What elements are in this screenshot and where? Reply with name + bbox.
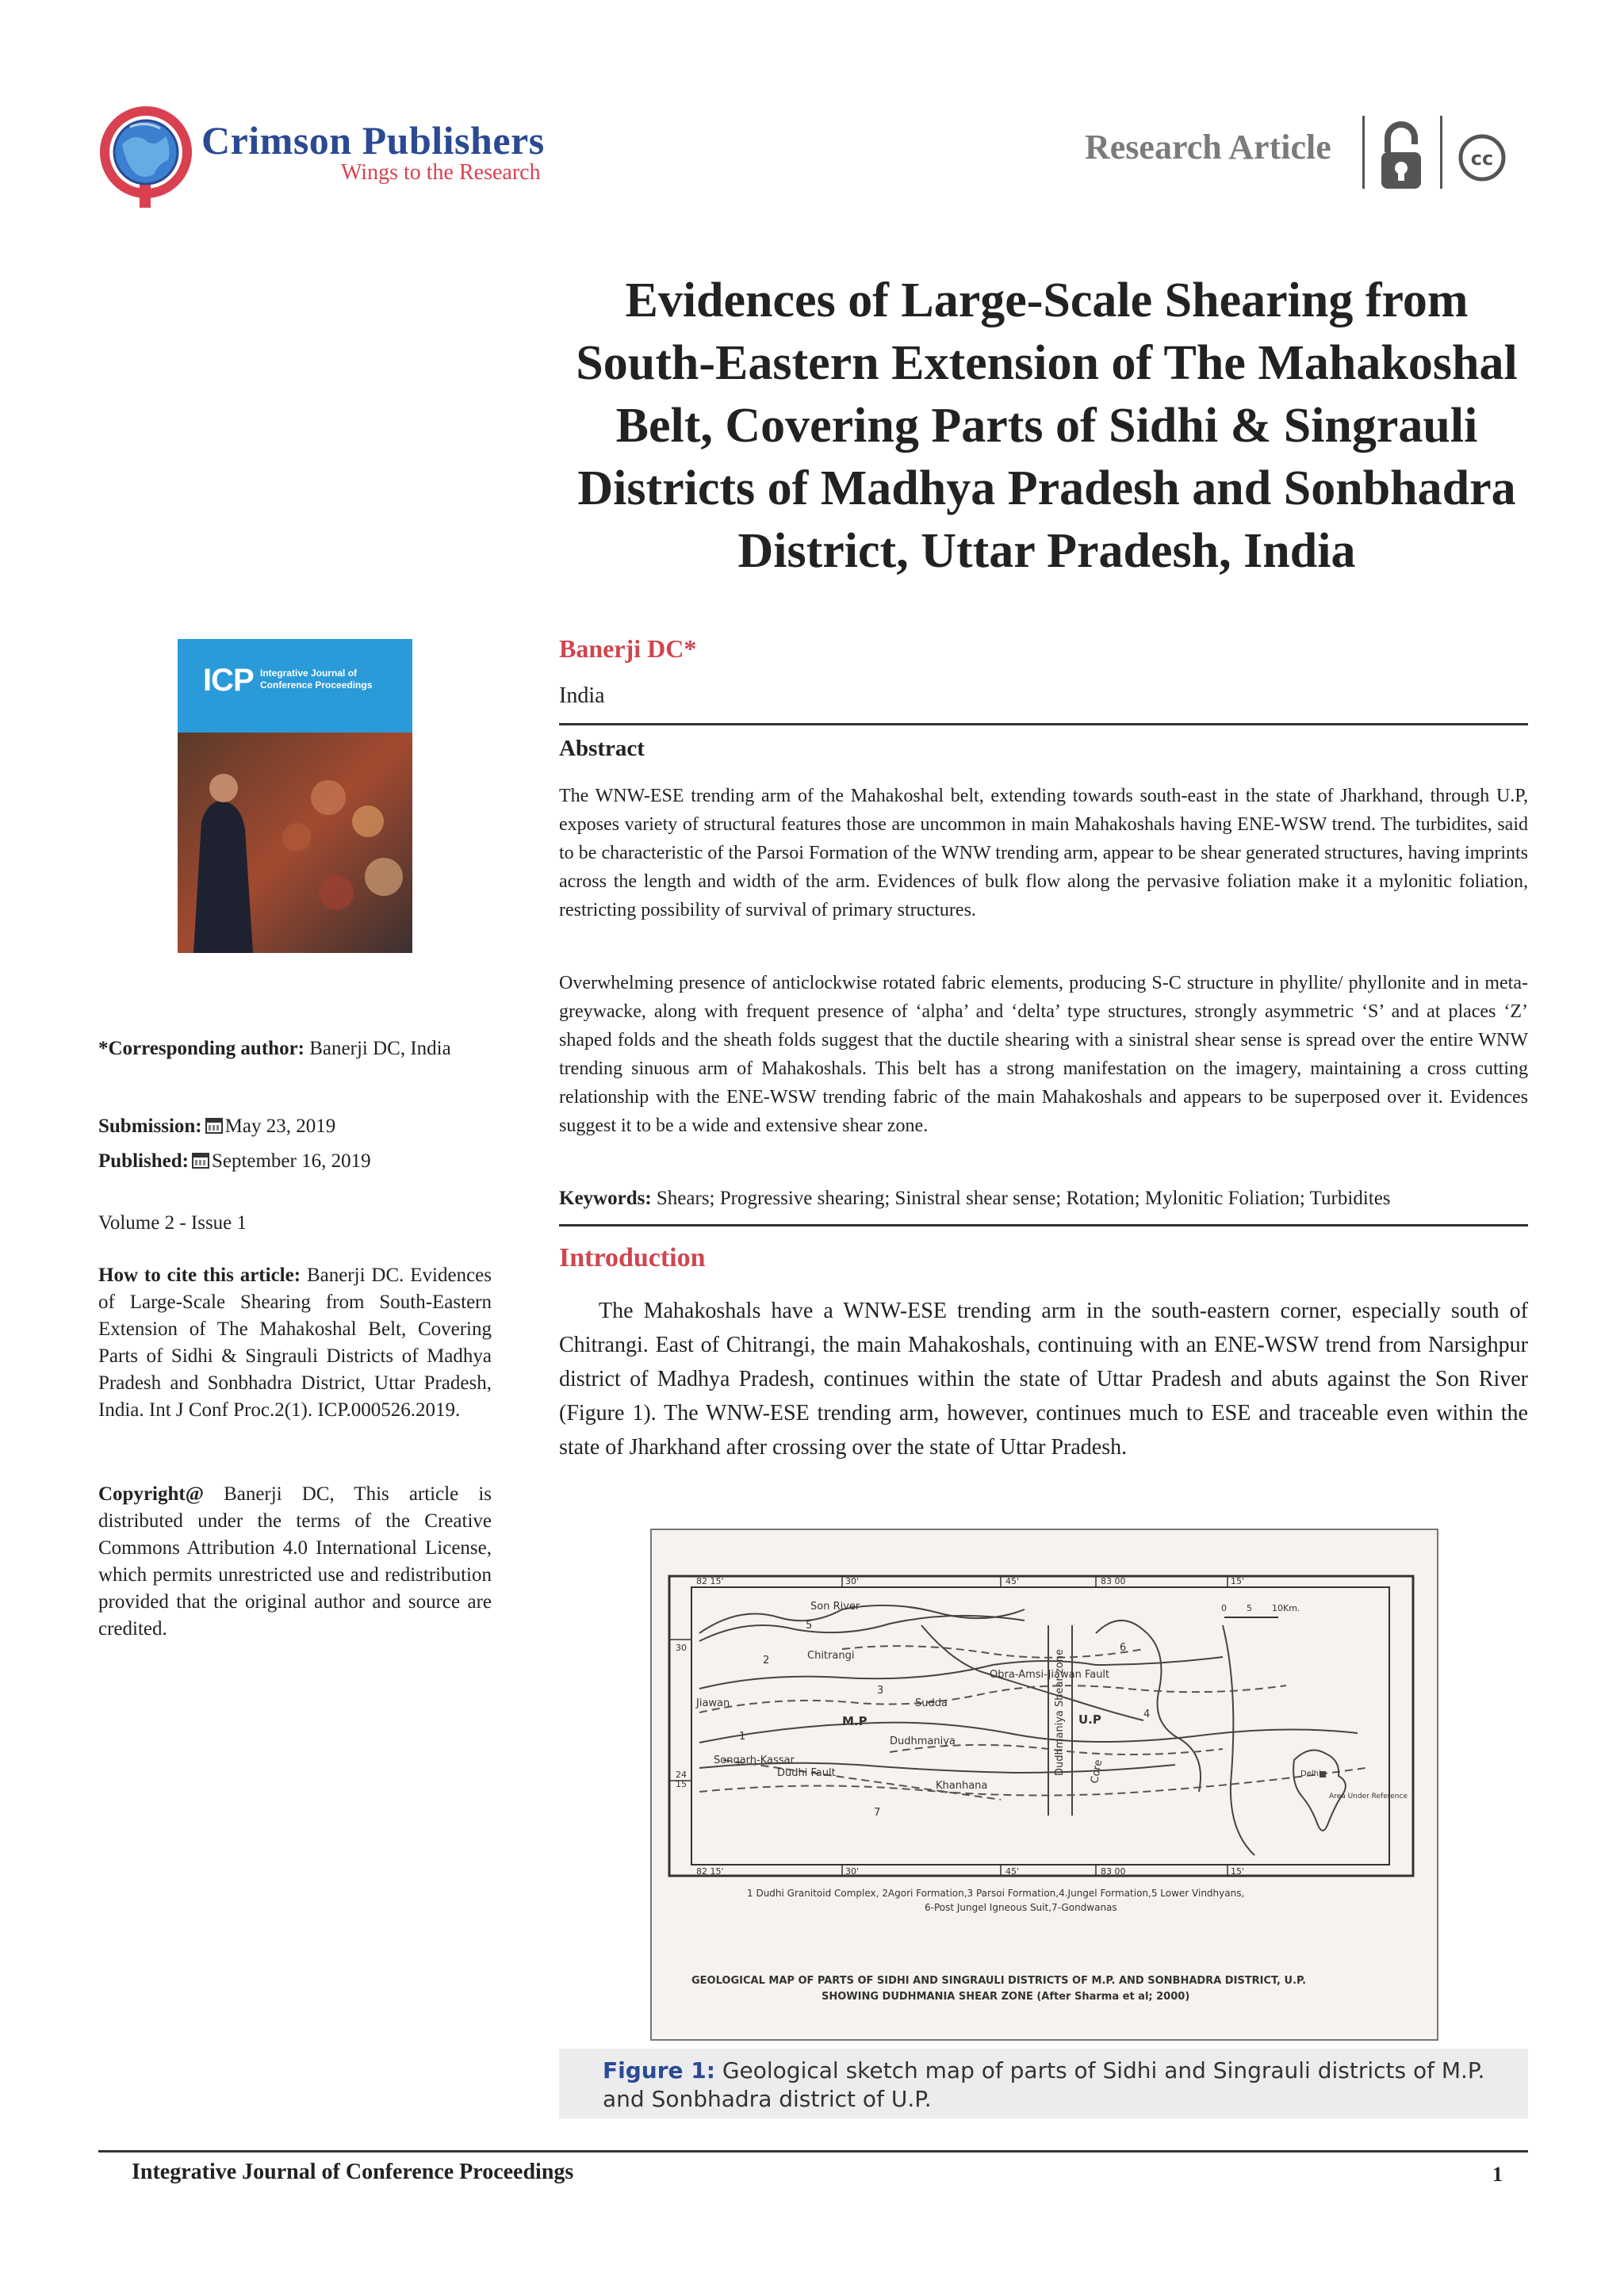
article-title: Evidences of Large-Scale Shearing from South-Eastern Extension of The Mahakoshal Belt, Covering Parts of Sidhi & Singrauli Districts of Madhya Pradesh and Sonbhadra District, Uttar Pradesh, India [576,274,1518,578]
map-tick-label: 82 15' [696,1576,724,1586]
map-tick-label: 24 [676,1770,687,1780]
map-tick-label: 15' [1231,1576,1245,1586]
map-tick-label: 30 [676,1643,687,1653]
volume-issue: Volume 2 - Issue 1 [98,1212,247,1234]
map-title: SHOWING DUDHMANIA SHEAR ZONE (After Sharma et al; 2000) [822,1991,1190,2003]
map-label: Khanhana [936,1780,988,1792]
figure-image [650,1529,1438,2041]
figure-label: Figure 1: [603,2057,715,2084]
submission-date: May 23, 2019 [224,1115,336,1137]
author-name: Banerji DC* [559,634,697,663]
map-unit-number: 5 [806,1620,813,1632]
abstract-paragraph: Overwhelming presence of anticlockwise rotated fabric elements, producing S-C structure in phyllite/ phyllonite and in meta-greywacke, along with frequent presence of ‘alpha’ and ‘delta’ type structures, strongly asymmetric ‘S’ and at places ‘Z’ shaped folds and the sheath folds suggest that the ductile shearing with a sinistral shear sense is spread over the entire WNW trending sinuous arm of Mahakoshals. This belt has a strong manifestation on the imagery, maintaining a cross cutting relationship with the ENE-WSW trending fabric of the main Mahakoshals and appears to be superposed over it. Evidences suggest it to be a wide and extensive shear zone. [559,973,1528,1136]
calendar-icon [192,1153,209,1169]
calendar-icon [205,1118,223,1134]
map-label: Sudda [915,1697,948,1709]
open-access-icon [1378,117,1424,195]
published-date-row [98,1148,492,1175]
map-label: Songarh-Kassar [714,1755,795,1766]
article-type-label: Research Article [1085,128,1331,166]
footer-rule [98,2150,1528,2152]
map-title: GEOLOGICAL MAP OF PARTS OF SIDHI AND SINGRAULI DISTRICTS OF M.P. AND SONBHADRA DISTRICT, U.P. [691,1975,1307,1987]
map-label: Dudhi Fault [777,1767,836,1779]
copyright-label: Copyright@ [98,1483,204,1505]
map-unit-number: 6 [1120,1642,1127,1654]
keywords-text: Shears; Progressive shearing; Sinistral shear sense; Rotation; Mylonitic Foliation; Turbidites [656,1188,1391,1209]
map-tick-label: 83 00 [1101,1576,1126,1586]
map-legend: 1 Dudhi Granitoid Complex, 2Agori Formation,3 Parsoi Formation,4.Jungel Formation,5 Lower Vindhyans, [747,1888,1245,1899]
map-tick-label: 30' [845,1576,860,1586]
citation-text: Banerji DC. Evidences of Large-Scale Shearing from South-Eastern Extension of The Mahakoshal Belt, Covering Parts of Sidhi & Singrauli Districts of Madhya Pradesh and Sonbhadra District, Uttar Pradesh, India. Int J Conf Proc.2(1). ICP.000526.2019. [98,1265,492,1421]
map-label: Son River [810,1601,860,1613]
brand-name: Crimson Publishers [201,118,545,163]
header-divider [1362,116,1365,189]
keywords-label: Keywords: [559,1188,652,1209]
map-tick-label: 30' [845,1866,860,1877]
section-rule [559,723,1528,725]
map-label: Dudhmaniya Shear zone [1054,1649,1066,1776]
introduction-heading: Introduction [559,1243,706,1272]
map-scale-label: 0 [1221,1603,1227,1613]
figure-caption-text: Geological sketch map of parts of Sidhi and Singrauli districts of M.P. and Sonbhadra district of U.P. [603,2057,1485,2112]
map-tick-label: 15 [676,1779,687,1789]
map-tick-label: 82 15' [696,1866,724,1877]
map-unit-number: 7 [874,1807,881,1819]
map-unit-number: 2 [763,1655,770,1667]
map-tick-label: 45' [1005,1866,1020,1877]
map-unit-number: 1 [739,1731,746,1743]
map-label: Dudhmaniya [890,1735,956,1747]
cover-journal-line: Conference Proceedings [260,679,373,691]
map-label: Core [1089,1758,1105,1785]
cover-journal-name [260,668,411,691]
published-label: Published: [98,1150,189,1172]
map-tick-label: 15' [1231,1866,1245,1877]
map-tick-label: 83 00 [1101,1866,1126,1877]
page-number: 1 [1492,2163,1503,2186]
citation-label: How to cite this article: [98,1265,301,1286]
abstract-heading: Abstract [559,736,645,761]
map-label: M.P [842,1714,868,1728]
creative-commons-icon [1457,133,1507,182]
map-scale-label: 5 [1247,1603,1252,1613]
abstract-paragraph: The WNW-ESE trending arm of the Mahakoshal belt, extending towards south-east in the state of Jharkhand, through U.P, exposes variety of structural features those are uncommon in main Mahakoshals having ENE-WSW trend. The turbidites, said to be characteristic of the Parsoi Formation of the WNW trending arm, appear to be shear generated structures, having imprints across the length and width of the arm. Evidences of bulk flow along the pervasive foliation make it a mylonitic foliation, restricting possibility of survival of primary structures. [559,786,1528,920]
keywords [559,1188,1528,1210]
copyright-block [98,1481,492,1643]
footer-journal-name: Integrative Journal of Conference Proceedings [132,2160,574,2184]
submission-date-row [98,1113,492,1140]
map-legend: 6-Post Jungel Igneous Suit,7-Gondwanas [925,1902,1117,1913]
published-date: September 16, 2019 [211,1150,371,1172]
figure-caption [603,2057,1491,2114]
map-label: U.P [1078,1712,1101,1727]
submission-label: Submission: [98,1115,202,1137]
section-rule [559,1224,1528,1226]
map-label: Obra-Amsi-Jiawan Fault [990,1669,1110,1681]
corresponding-label: *Corresponding author: [98,1038,304,1059]
svg-text:cc: cc [1470,147,1494,170]
corresponding-author [98,1035,492,1062]
cover-logo: ICP [203,663,254,698]
map-unit-number: 3 [877,1685,884,1697]
copyright-text: Banerji DC, This article is distributed under the terms of the Creative Commons Attribution 4.0 International License, which permits unrestricted use and redistribution provided that the original author and source are credited. [98,1483,492,1640]
map-label: Delhi [1300,1770,1321,1778]
crimson-globe-logo-icon [98,105,192,209]
cover-journal-line: Integrative Journal of [260,668,358,679]
map-label: Area Under Reference [1329,1793,1408,1800]
map-label: Jiawan [696,1697,730,1709]
map-scale-label: 10Km. [1272,1603,1300,1613]
geological-map [652,1530,1437,2039]
corresponding-value: Banerji DC, India [309,1038,451,1059]
map-unit-number: 4 [1143,1709,1151,1720]
header-divider [1440,116,1442,189]
author-affiliation: India [559,683,605,708]
introduction-paragraph: The Mahakoshals have a WNW-ESE trending arm in the south-eastern corner, especially south of Chitrangi. East of Chitrangi, the main Mahakoshals, continuing with an ENE-WSW trend from Narsighpur district of Madhya Pradesh, continues within the state of Uttar Pradesh and abuts against the Son River (Figure 1). The WNW-ESE trending arm, however, continues much to ESE and traceable even within the state of Jharkhand after crossing over the state of Uttar Pradesh. [559,1299,1528,1460]
brand-tagline: Wings to the Research [341,160,541,185]
map-tick-label: 45' [1005,1576,1020,1586]
citation-block [98,1262,492,1424]
map-label: Chitrangi [807,1650,855,1662]
